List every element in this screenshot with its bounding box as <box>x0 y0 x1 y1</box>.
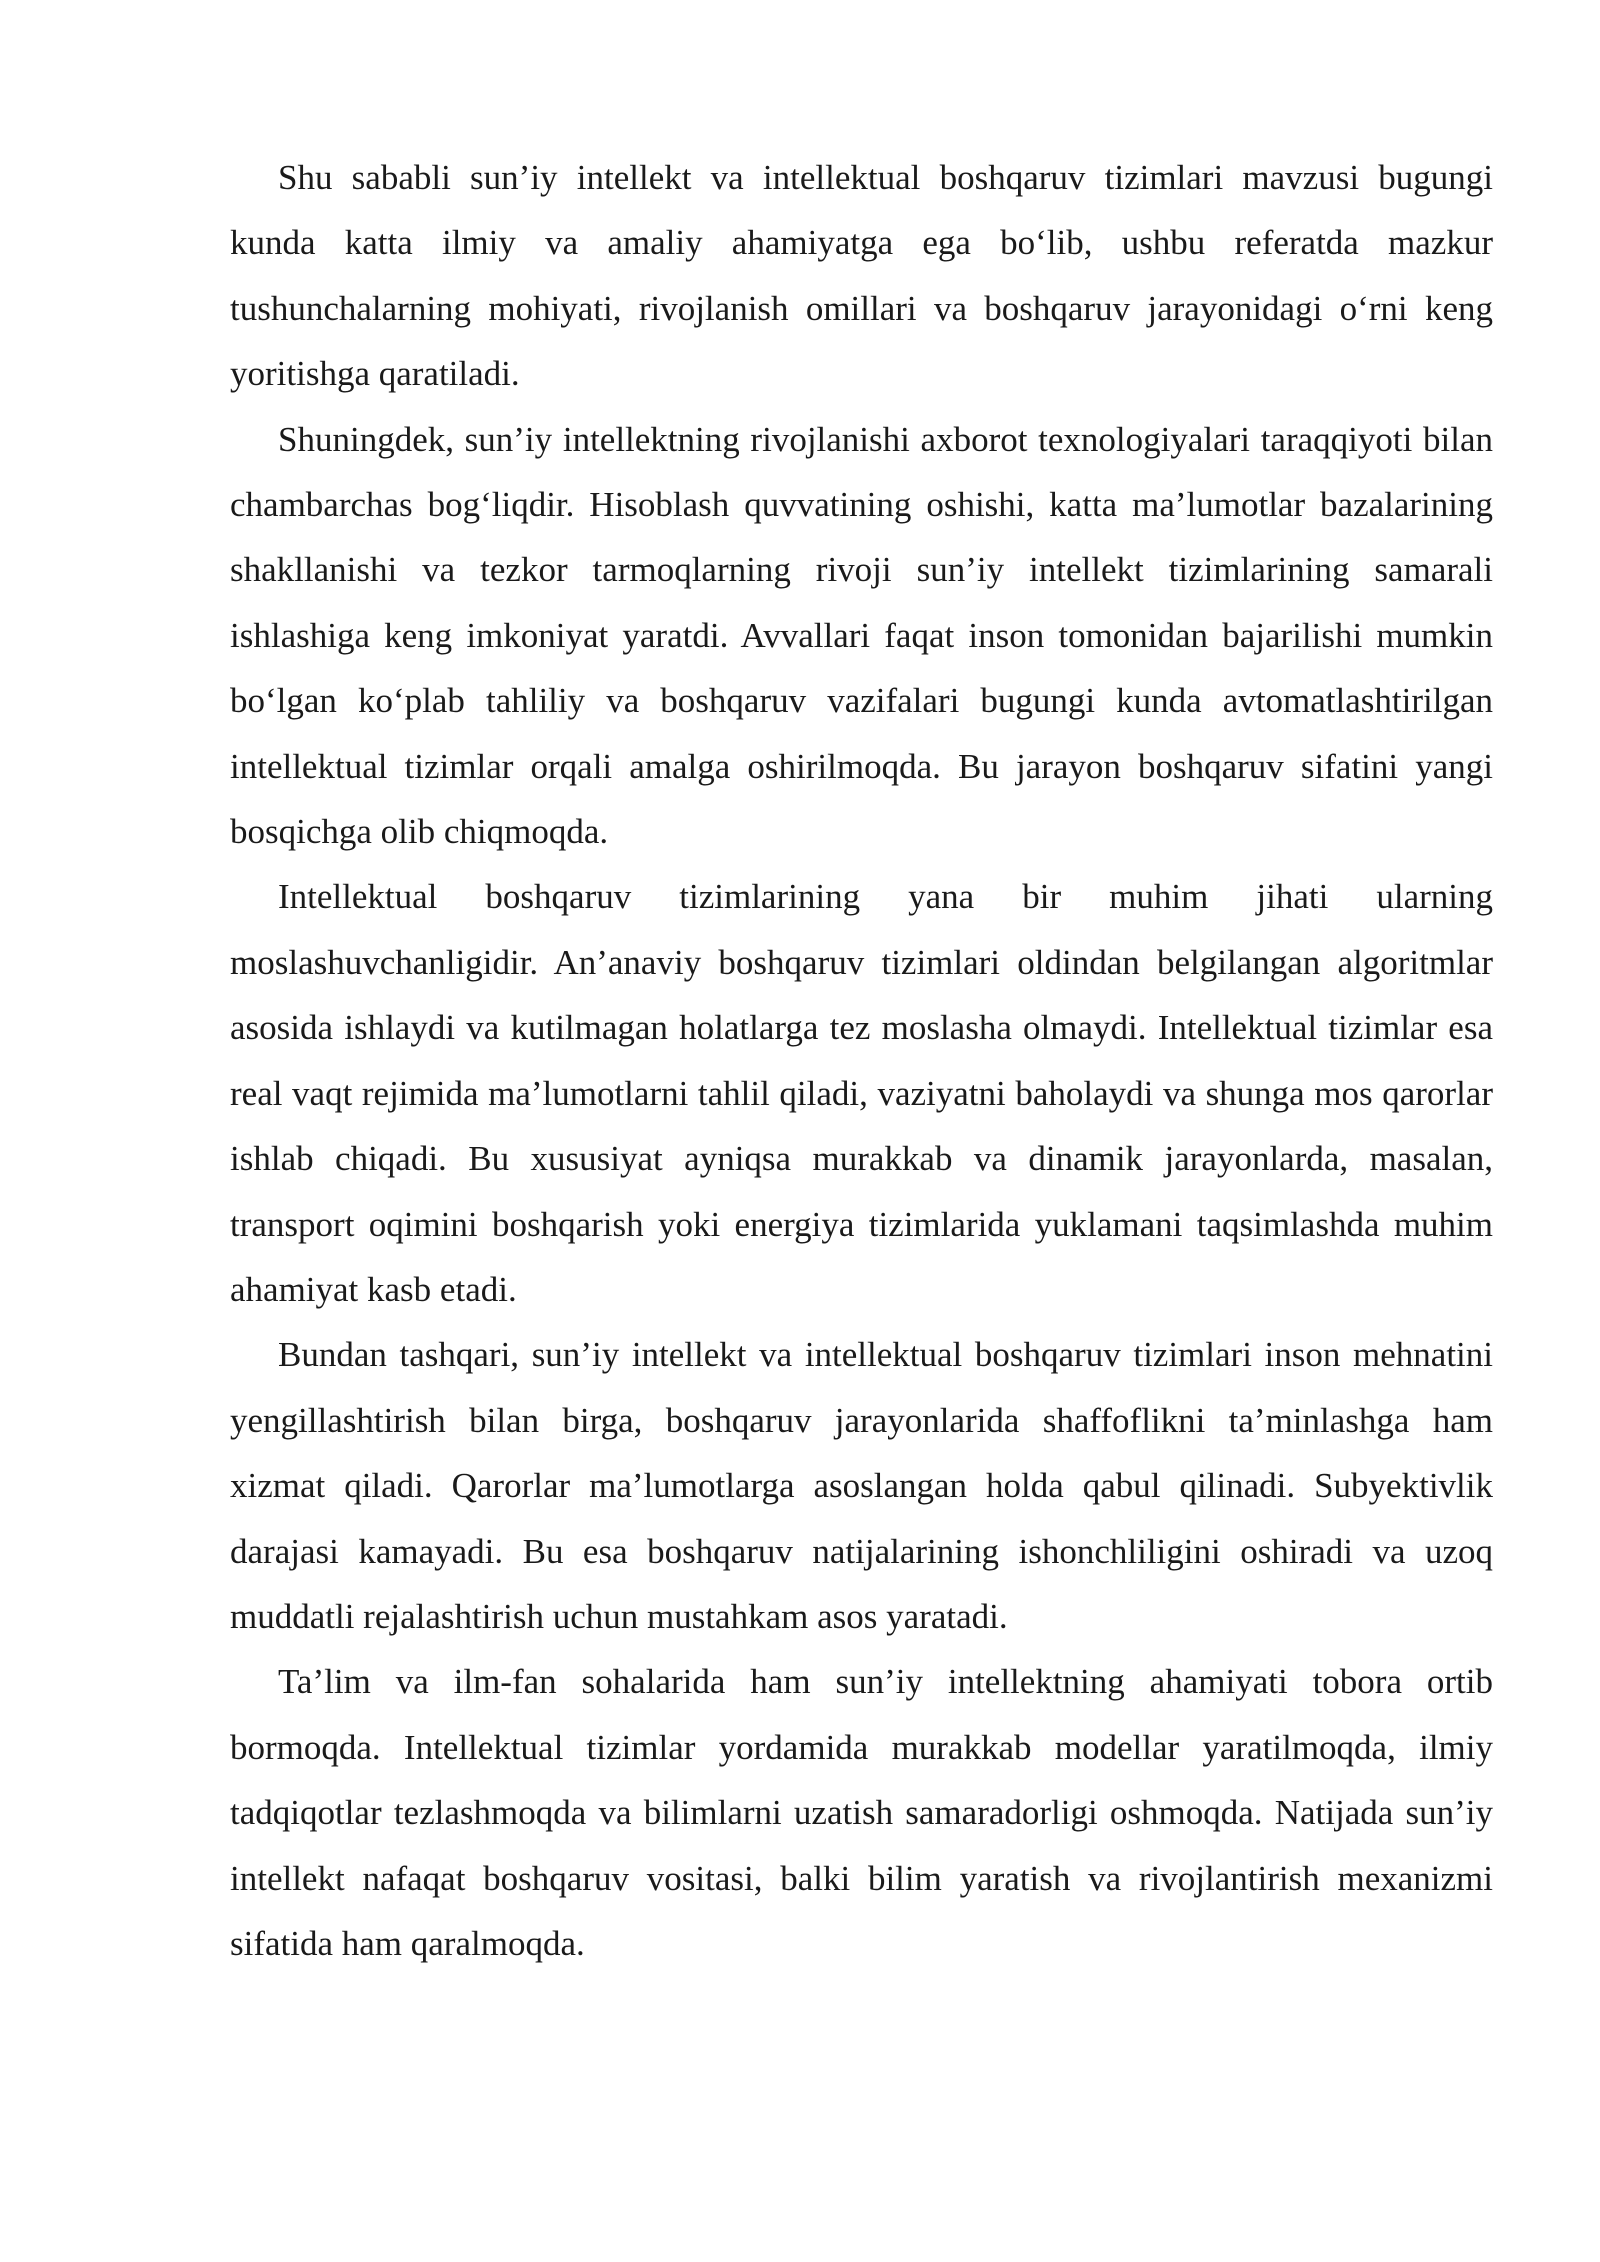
document-body <box>230 145 1493 1976</box>
paragraph: Shuningdek, sun’iy intellektning rivojlanishi axborot texnologiyalari taraqqiyoti bilan chambarchas bog‘liqdir. Hisoblash quvvatining oshishi, katta ma’lumotlar bazalarining shakllanishi va tezkor tarmoqlarning rivoji sun’iy intellekt tizimlarining samarali ishlashiga keng imkoniyat yaratdi. Avvallari faqat inson tomonidan bajarilishi mumkin bo‘lgan ko‘plab tahliliy va boshqaruv vazifalari bugungi kunda avtomatlashtirilgan intellektual tizimlar orqali amalga oshirilmoqda. Bu jarayon boshqaruv sifatini yangi bosqichga olib chiqmoqda. <box>230 419 1493 852</box>
paragraph: Intellektual boshqaruv tizimlarining yana bir muhim jihati ularning moslashuvchanligidir. An’anaviy boshqaruv tizimlari oldindan belgilangan algoritmlar asosida ishlaydi va kutilmagan holatlarga tez moslasha olmaydi. Intellektual tizimlar esa real vaqt rejimida ma’lumotlarni tahlil qiladi, vaziyatni baholaydi va shunga mos qarorlar ishlab chiqadi. Bu xususiyat ayniqsa murakkab va dinamik jarayonlarda, masalan, transport oqimini boshqarish yoki energiya tizimlarida yuklamani taqsimlashda muhim ahamiyat kasb etadi. <box>230 877 1493 1309</box>
paragraph: Ta’lim va ilm-fan sohalarida ham sun’iy intellektning ahamiyati tobora ortib bormoqda. Intellektual tizimlar yordamida murakkab modellar yaratilmoqda, ilmiy tadqiqotlar tezlashmoqda va bilimlarni uzatish samaradorligi oshmoqda. Natijada sun’iy intellekt nafaqat boshqaruv vositasi, balki bilim yaratish va rivojlantirish mexanizmi sifatida ham qaralmoqda. <box>230 1662 1493 1963</box>
paragraph: Bundan tashqari, sun’iy intellekt va intellektual boshqaruv tizimlari inson mehnatini yengillashtirish bilan birga, boshqaruv jarayonlarida shaffoflikni ta’minlashga ham xizmat qiladi. Qarorlar ma’lumotlarga asoslangan holda qabul qilinadi. Subyektivlik darajasi kamayadi. Bu esa boshqaruv natijalarining ishonchliligini oshiradi va uzoq muddatli rejalashtirish uchun mustahkam asos yaratadi. <box>230 1335 1493 1636</box>
paragraph: Shu sababli sun’iy intellekt va intellektual boshqaruv tizimlari mavzusi bugungi kunda katta ilmiy va amaliy ahamiyatga ega bo‘lib, ushbu referatda mazkur tushunchalarning mohiyati, rivojlanish omillari va boshqaruv jarayonidagi o‘rni keng yoritishga qaratiladi. <box>230 158 1493 394</box>
